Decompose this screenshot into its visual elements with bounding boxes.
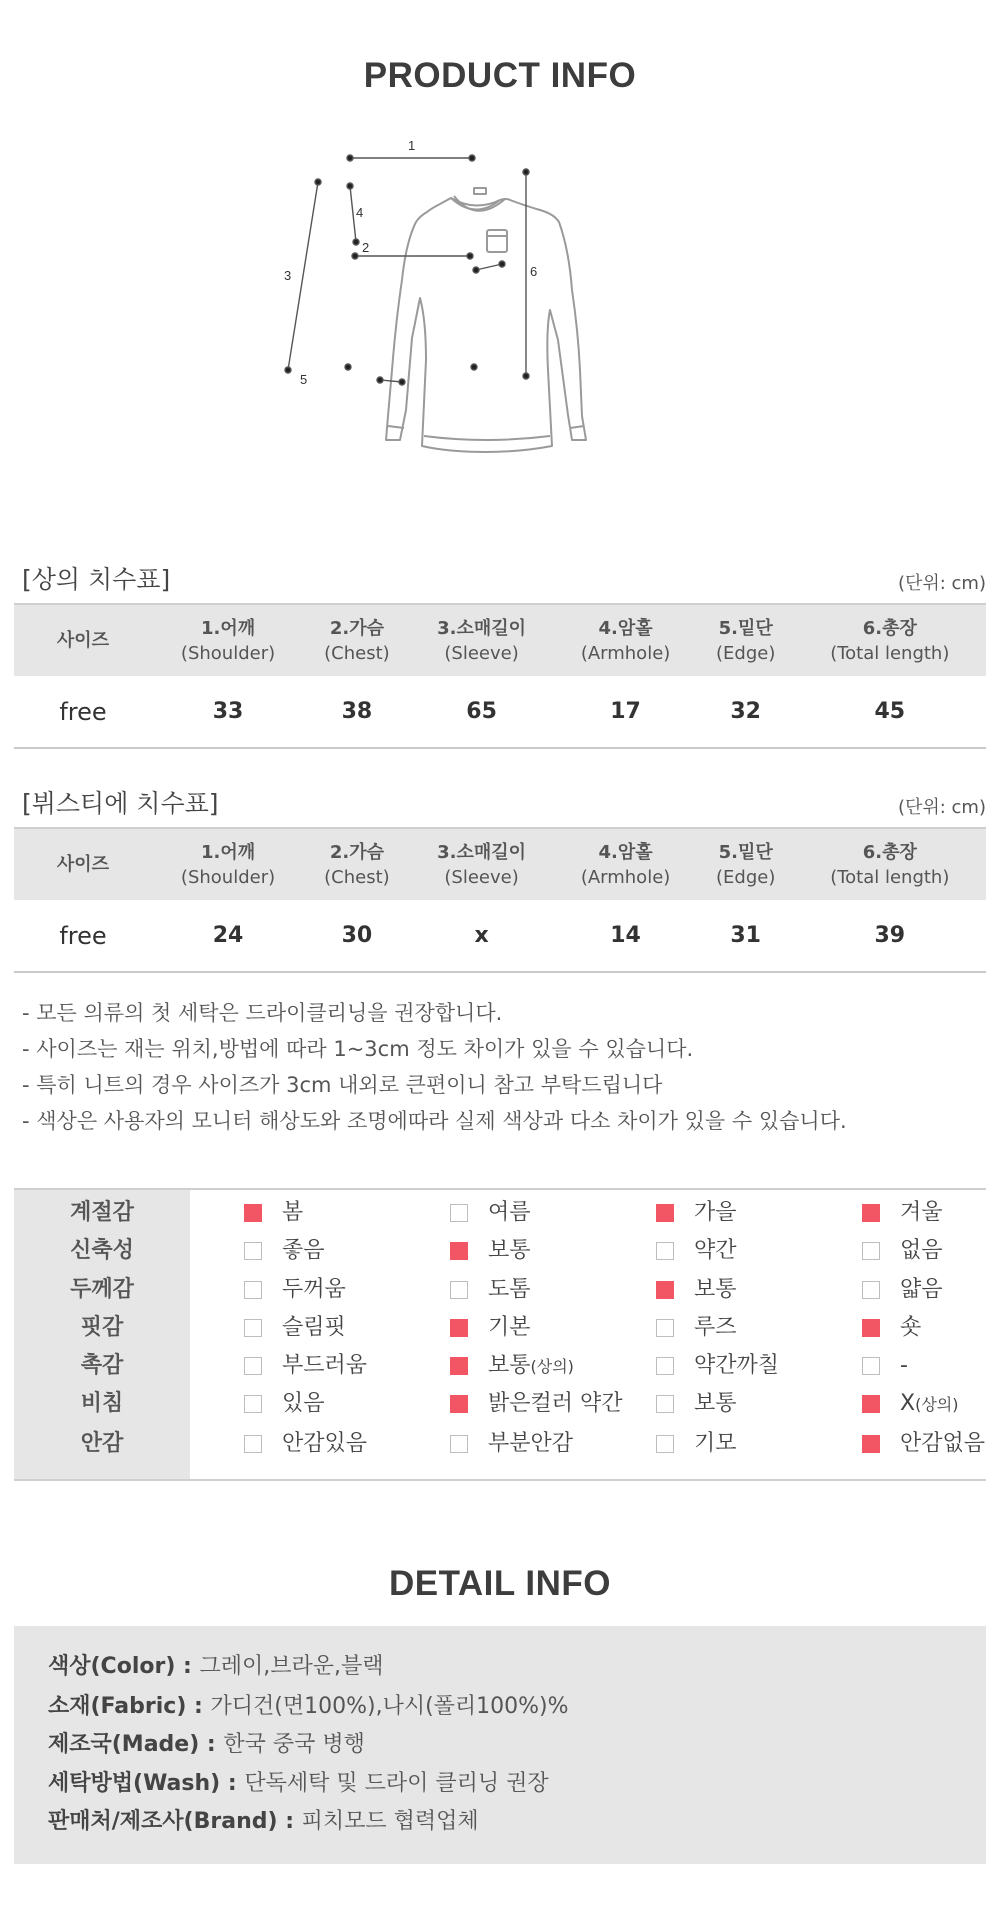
option-label: 숏 (900, 1315, 922, 1340)
value-cell: 32 (730, 699, 761, 724)
option-label: 여름 (488, 1200, 531, 1225)
option-label: 약간 (694, 1238, 737, 1263)
option-label: 있음 (282, 1391, 325, 1416)
size-table-top (14, 603, 986, 749)
size-cell: free (59, 697, 107, 726)
checked-box-icon (450, 1242, 468, 1260)
detail-value: 한국 중국 병행 (223, 1732, 365, 1757)
option-label: X (900, 1391, 916, 1416)
table-caption: [상의 치수표] (22, 565, 171, 594)
unchecked-box-icon (656, 1395, 674, 1413)
unchecked-box-icon (862, 1281, 880, 1299)
header-cell: 2.가슴 (Chest) (324, 841, 390, 888)
value-cell: 24 (212, 923, 244, 948)
note-item: - 모든 의류의 첫 세탁은 드라이클리닝을 권장합니다. (22, 1001, 503, 1025)
attribute-label: 계절감 (70, 1200, 134, 1225)
note-item: - 색상은 사용자의 모니터 해상도와 조명에따라 실제 색상과 다소 차이가 있을 수 있습니다. (22, 1109, 847, 1133)
option-note: (상의) (530, 1357, 574, 1376)
attribute-row (14, 1347, 986, 1385)
option-label: 보통 (488, 1238, 531, 1263)
detail-key: 색상(Color) : (48, 1654, 200, 1679)
detail-line (48, 1726, 365, 1764)
option-label: 보통 (694, 1391, 737, 1416)
unchecked-box-icon (450, 1204, 468, 1222)
value-cell: 39 (874, 923, 906, 948)
value-cell: 17 (610, 699, 641, 724)
attribute-label: 핏감 (80, 1315, 124, 1340)
unchecked-box-icon (656, 1357, 674, 1375)
checked-box-icon (862, 1204, 880, 1222)
notes-list (22, 995, 992, 1139)
table-row (14, 676, 986, 748)
attribute-label: 신축성 (70, 1238, 134, 1263)
option-label: - (900, 1353, 908, 1378)
value-cell: 65 (466, 699, 497, 724)
detail-line (48, 1688, 569, 1726)
attribute-row (14, 1425, 986, 1463)
option-label: 얇음 (900, 1277, 943, 1302)
option-label: 보통 (694, 1277, 737, 1302)
header-cell: 5.밑단 (Edge) (716, 841, 776, 888)
table-row (14, 900, 986, 972)
header-cell: 사이즈 (56, 630, 110, 651)
unchecked-box-icon (244, 1395, 262, 1413)
size-table-bustier (14, 827, 986, 973)
detail-value: 단독세탁 및 드라이 클리닝 권장 (244, 1771, 549, 1796)
checked-box-icon (656, 1281, 674, 1299)
header-cell: 5.밑단 (Edge) (716, 617, 776, 664)
unchecked-box-icon (244, 1435, 262, 1453)
header-cell: 2.가슴 (Chest) (324, 617, 390, 664)
checked-box-icon (656, 1204, 674, 1222)
attribute-label: 촉감 (80, 1353, 124, 1378)
detail-line (48, 1648, 384, 1686)
diagram-label-2: 2 (362, 240, 370, 255)
detail-value: 피치모드 협력업체 (301, 1809, 479, 1834)
option-label: 슬림핏 (282, 1315, 346, 1340)
header-cell: 6.총장 (Total length) (830, 841, 950, 888)
unchecked-box-icon (244, 1281, 262, 1299)
size-cell: free (59, 921, 107, 950)
value-cell: x (474, 923, 489, 948)
option-label: 보통 (488, 1353, 531, 1378)
checked-box-icon (862, 1435, 880, 1453)
value-cell: 31 (730, 923, 761, 948)
table-unit: (단위: cm) (897, 797, 986, 818)
header-cell: 6.총장 (Total length) (830, 617, 950, 664)
option-label: 부드러움 (282, 1353, 368, 1378)
note-item: - 사이즈는 재는 위치,방법에 따라 1~3cm 정도 차이가 있을 수 있습니다. (22, 1037, 694, 1061)
option-label: 좋음 (282, 1238, 325, 1263)
unchecked-box-icon (862, 1357, 880, 1375)
attribute-row (14, 1271, 986, 1309)
header-cell: 사이즈 (56, 854, 110, 875)
header-cell: 4.암홀 (Armhole) (580, 617, 671, 664)
option-label: 기본 (488, 1315, 531, 1340)
attribute-table (14, 1188, 986, 1481)
measurement-diagram (284, 138, 660, 480)
header-cell: 3.소매길이 (Sleeve) (437, 617, 527, 664)
unchecked-box-icon (656, 1319, 674, 1337)
unchecked-box-icon (656, 1242, 674, 1260)
header-cell: 1.어깨 (Shoulder) (180, 841, 276, 888)
diagram-label-1: 1 (408, 138, 416, 153)
checked-box-icon (244, 1204, 262, 1222)
diagram-label-5: 5 (300, 372, 308, 387)
detail-key: 세탁방법(Wash) : (48, 1771, 245, 1796)
option-label: 기모 (694, 1431, 737, 1456)
checked-box-icon (450, 1319, 468, 1337)
option-label: 안감있음 (282, 1431, 368, 1456)
option-label: 루즈 (694, 1315, 737, 1340)
option-label: 부분안감 (488, 1431, 574, 1456)
option-label: 없음 (900, 1238, 943, 1263)
unchecked-box-icon (656, 1435, 674, 1453)
attribute-row (14, 1232, 986, 1270)
attribute-label: 두께감 (70, 1277, 134, 1302)
checked-box-icon (450, 1395, 468, 1413)
product-info-title: PRODUCT INFO (363, 56, 637, 95)
header-cell: 4.암홀 (Armhole) (580, 841, 671, 888)
detail-info-box (14, 1626, 986, 1864)
option-label: 도톰 (488, 1277, 531, 1302)
detail-value: 그레이,브라운,블랙 (199, 1654, 384, 1679)
value-cell: 45 (874, 699, 906, 724)
diagram-label-4: 4 (356, 205, 364, 220)
detail-key: 판매처/제조사(Brand) : (48, 1809, 302, 1834)
checked-box-icon (862, 1395, 880, 1413)
note-item: - 특히 니트의 경우 사이즈가 3cm 내외로 큰편이니 참고 부탁드립니다 (22, 1073, 663, 1097)
option-note: (상의) (915, 1395, 959, 1414)
checked-box-icon (862, 1319, 880, 1337)
attribute-row (14, 1385, 986, 1423)
detail-line (48, 1803, 479, 1841)
detail-info-title: DETAIL INFO (389, 1564, 611, 1603)
table-header-row (14, 828, 986, 900)
unchecked-box-icon (450, 1435, 468, 1453)
option-label: 겨울 (900, 1200, 943, 1225)
attribute-row (14, 1194, 986, 1232)
option-label: 약간까칠 (694, 1353, 780, 1378)
table-unit: (단위: cm) (897, 573, 986, 594)
header-cell: 1.어깨 (Shoulder) (180, 617, 276, 664)
option-label: 안감없음 (900, 1431, 986, 1456)
unchecked-box-icon (450, 1281, 468, 1299)
detail-line (48, 1765, 549, 1803)
attribute-label: 안감 (80, 1431, 124, 1456)
checked-box-icon (450, 1357, 468, 1375)
unchecked-box-icon (244, 1242, 262, 1260)
diagram-label-3: 3 (284, 268, 292, 283)
value-cell: 33 (212, 699, 244, 724)
unchecked-box-icon (244, 1357, 262, 1375)
option-label: 밝은컬러 약간 (488, 1391, 623, 1416)
value-cell: 38 (341, 699, 373, 724)
option-label: 봄 (282, 1200, 304, 1225)
value-cell: 30 (341, 923, 373, 948)
detail-key: 소재(Fabric) : (48, 1694, 211, 1719)
detail-key: 제조국(Made) : (48, 1732, 224, 1757)
table-caption: [뷔스티에 치수표] (22, 789, 219, 818)
unchecked-box-icon (244, 1319, 262, 1337)
detail-value: 가디건(면100%),나시(폴리100%)% (210, 1694, 569, 1719)
table-header-row (14, 604, 986, 676)
attribute-label: 비침 (80, 1391, 124, 1416)
attribute-row (14, 1309, 986, 1347)
unchecked-box-icon (862, 1242, 880, 1260)
value-cell: 14 (610, 923, 641, 948)
header-cell: 3.소매길이 (Sleeve) (437, 841, 527, 888)
diagram-label-6: 6 (530, 264, 538, 279)
option-label: 가을 (694, 1200, 737, 1225)
option-label: 두꺼움 (282, 1277, 346, 1302)
